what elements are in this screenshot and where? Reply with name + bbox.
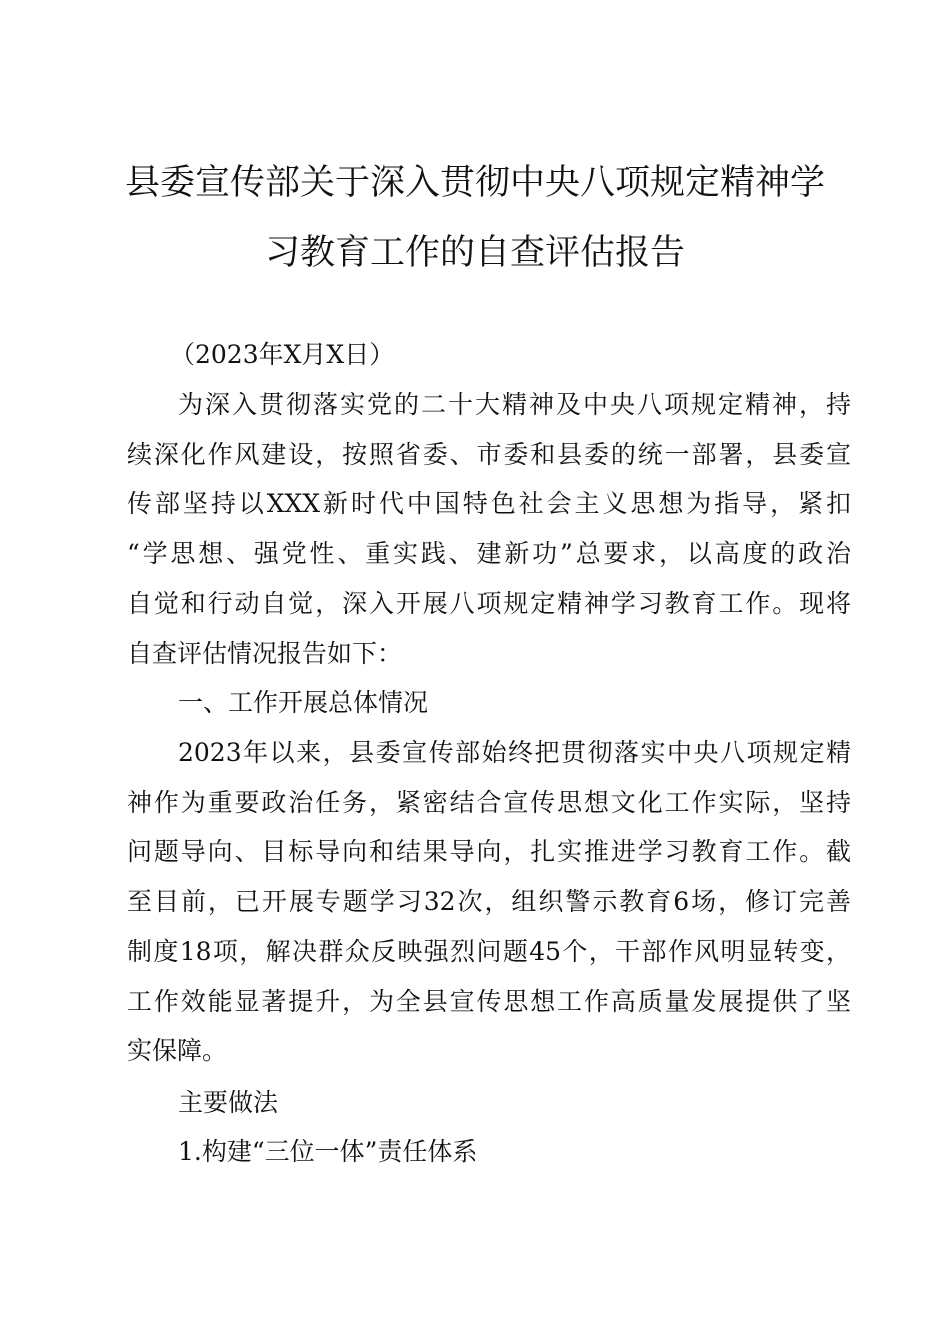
paragraph-line: 神作为重要政治任务，紧密结合宣传思想文化工作实际，坚持: [127, 787, 851, 817]
paragraph-line: “学思想、强党性、重实践、建新功”总要求，以高度的政治: [127, 539, 851, 569]
paragraph-line: 续深化作风建设，按照省委、市委和县委的统一部署，县委宣: [127, 439, 851, 469]
paragraph-line: 为深入贯彻落实党的二十大精神及中央八项规定精神，持: [178, 390, 851, 419]
paragraph-line: 自查评估情况报告如下：: [127, 638, 403, 668]
paragraph-line: 2023年以来，县委宣传部始终把贯彻落实中央八项规定精: [178, 738, 851, 767]
paragraph-line: 自觉和行动自觉，深入开展八项规定精神学习教育工作。现将: [127, 588, 851, 618]
paragraph-line: 实保障。: [127, 1036, 228, 1066]
paragraph-line: 问题导向、目标导向和结果导向，扎实推进学习教育工作。截: [127, 837, 851, 867]
paragraph-line: 工作效能显著提升，为全县宣传思想工作高质量发展提供了坚: [127, 986, 851, 1016]
section-heading-1: 一、工作开展总体情况: [178, 688, 429, 717]
report-date: （2023年X月X日）: [170, 340, 395, 369]
paragraph-line: 传部坚持以XXX新时代中国特色社会主义思想为指导，紧扣: [127, 489, 851, 519]
title-line-1: 县委宣传部关于深入贯彻中央八项规定精神学: [124, 163, 825, 203]
title-line-2: 习教育工作的自查评估报告: [264, 233, 685, 273]
paragraph-line: 至目前，已开展专题学习32次，组织警示教育6场，修订完善: [127, 887, 851, 917]
subheading-main-practices: 主要做法: [178, 1088, 279, 1117]
paragraph-line: 制度18项，解决群众反映强烈问题45个，干部作风明显转变，: [127, 936, 851, 966]
item-1-heading: 1.构建“三位一体”责任体系: [178, 1137, 478, 1166]
